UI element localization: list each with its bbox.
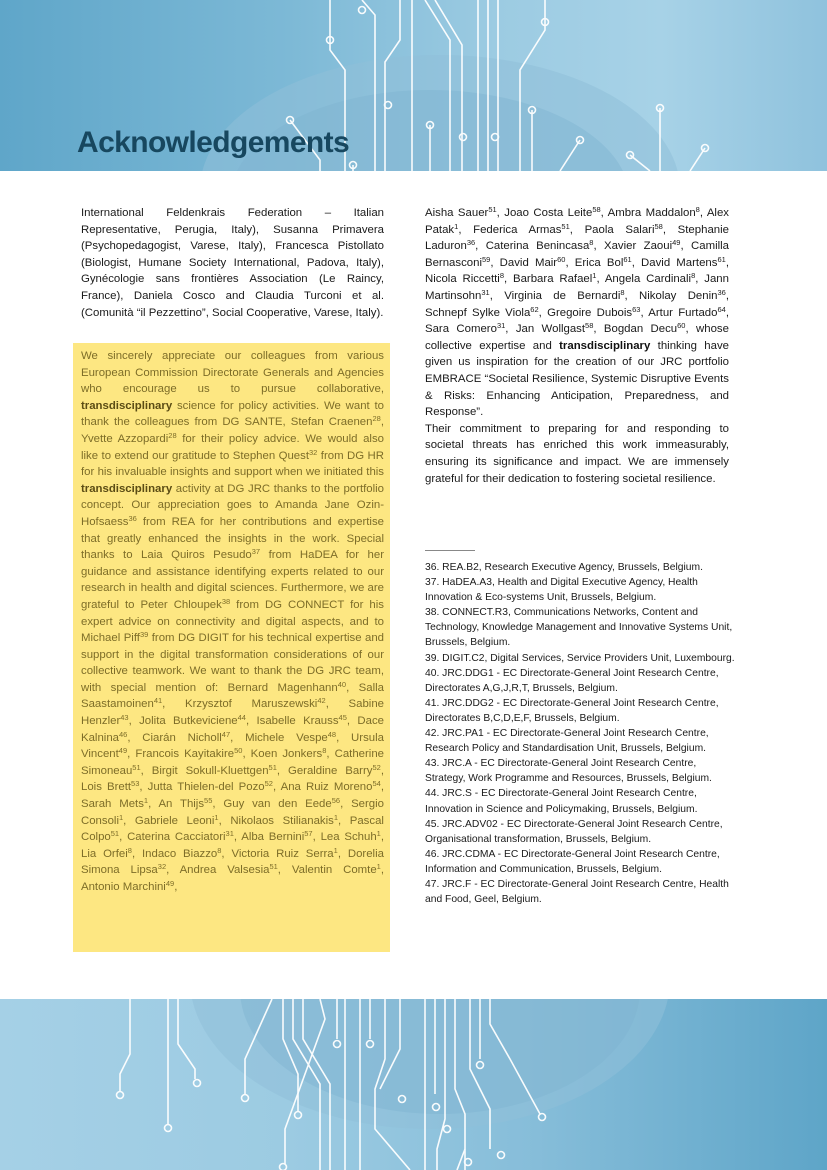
footnote: 38. CONNECT.R3, Communications Networks, Content and Technology, Knowledge Management and Innovative Systems Unit, Brussels, Belgium. xyxy=(425,607,733,649)
footnote: 46. JRC.CDMA - EC Directorate-General Joint Research Centre, Information and Communication, Brussels, Belgium. xyxy=(425,848,720,875)
person-name: Ciarán Nicholl xyxy=(142,731,222,744)
footnote-ref: 51 xyxy=(110,829,120,839)
person-name: Krzysztof Maruszewski xyxy=(185,698,318,711)
closing-paragraph: Their commitment to preparing for and responding to societal threats has enriched this work immeasurably, ensuring its significance and impact. We are immensely grateful for their dedication to fostering societal resilience. xyxy=(425,422,729,485)
footnote-ref: 31 xyxy=(496,321,506,331)
footnote-ref: 44 xyxy=(237,713,246,723)
person-name: Alba Bernini xyxy=(241,831,305,844)
footnote-ref: 49 xyxy=(165,879,175,888)
footnote-ref: 64 xyxy=(717,304,726,314)
name-list: Bernard Magenhann$^{40}$, Salla Saastamoinen$^{41}$, Krzysztof Maruszewski$^{42}$, Sabine Henzler$^{43}$, Jolita Butkeviciene$^{44}$, Isabelle Krauss$^{45}$, Dace Kalnina$^{46}$, Ciarán Nicholl$^{47}$, Michele Vespe$^{48}$, Ursula Vincent$^{49}$, Francois Kayitakire$^{50}$, Koen Jonkers$^8$, Catherine Simoneau$^{51}$, Birgit Sokull-Kluettgen$^{51}$, Geraldine Barry$^{52}$, Lois Brett$^{53}$, Jutta Thielen-del Pozo$^{52}$, Ana Ruiz Moreno$^{54}$, Sarah Mets$^1$, An Thijs$^{55}$, Guy van den Eede$^{56}$, Sergio Consoli$^1$, Gabriele Leoni$^1$, Nikolaos Stilianakis$^1$, Pascal Colpo$^{51}$, Caterina Cacciatori$^{31}$, Alba Bernini$^{57}$, Lea Schuh$^1$, Lia Orfei$^8$, Indaco Biazzo$^8$, Victoria Ruiz Serra$^1$, Dorelia Simona Lipsa$^{32}$, Andrea Valsesia$^{51}$, Valentin Comte$^1$, Antonio Marchini$^{49}$, xyxy=(81,679,384,893)
footnote-ref: 28 xyxy=(168,430,177,440)
person-name: Joao Costa Leite xyxy=(504,207,593,219)
person-name: Stephanie Laduron xyxy=(425,223,729,253)
person-name: Alex Patak xyxy=(425,207,729,236)
footnote: 40. JRC.DDG1 - EC Directorate-General Joint Research Centre, Directorates A,G,J,R,T, Brussels, Belgium. xyxy=(425,667,719,694)
footnote: 41. JRC.DDG2 - EC Directorate-General Joint Research Centre, Directorates B,C,D,E,F, Brussels, Belgium. xyxy=(425,697,719,724)
footnote-ref: 1 xyxy=(592,271,597,281)
person-name: Schnepf Sylke Viola xyxy=(425,306,531,319)
footnote: 43. JRC.A - EC Directorate-General Joint Research Centre, Strategy, Work Programme and Resources, Brussels, Belgium. xyxy=(425,758,712,785)
footnote-ref: 52 xyxy=(264,779,273,789)
text-segment: , Yvette Azzopardi xyxy=(81,416,384,445)
header-banner-image xyxy=(0,0,827,171)
text-segment: from HaDEA for her guidance and assistance identifying experts related to our research in health and digital sciences. Furthermore, we are grateful to Peter Chloupek xyxy=(81,549,384,611)
person-name: Geraldine Barry xyxy=(287,764,373,777)
page-title: Acknowledgements xyxy=(77,126,350,159)
footnote: 44. JRC.S - EC Directorate-General Joint Research Centre, Innovation in Science and Policymaking, Brussels, Belgium. xyxy=(425,788,698,815)
footnote-ref: 48 xyxy=(327,729,337,739)
text-segment: from DG HR for his invaluable insights and support when we initiated this xyxy=(81,449,384,479)
footnote-ref: 58 xyxy=(654,221,663,231)
circuit-brain-illustration xyxy=(0,999,827,1170)
footnote-ref: 61 xyxy=(717,254,726,264)
footnote-ref: 56 xyxy=(331,796,341,806)
footnote-ref: 37 xyxy=(251,547,261,557)
footnote-ref: 59 xyxy=(482,254,491,264)
person-name: Bernard Magenhann xyxy=(227,681,338,694)
person-name: Sergio Consoli xyxy=(81,798,384,827)
footnote-divider xyxy=(425,550,475,551)
person-name: Valentin Comte xyxy=(291,864,377,877)
footnote-ref: 47 xyxy=(221,729,231,739)
footnote-ref: 8 xyxy=(695,205,700,214)
footnote-ref: 32 xyxy=(157,862,167,872)
person-name: Indaco Biazzo xyxy=(141,847,218,860)
person-name: David Mair xyxy=(499,256,558,269)
footnote-ref: 43 xyxy=(120,713,129,723)
footnote-ref: 1 xyxy=(454,221,459,231)
footnote-ref: 8 xyxy=(499,271,504,281)
footnote-ref: 39 xyxy=(139,630,149,640)
footnote: 39. DIGIT.C2, Digital Services, Service Providers Unit, Luxembourg. xyxy=(425,652,735,664)
person-name: Gregoire Dubois xyxy=(547,306,633,319)
footnote-ref: 8 xyxy=(127,845,132,855)
person-name: Xavier Zaoui xyxy=(604,240,673,253)
footnote-ref: 53 xyxy=(131,779,140,789)
person-name: Gabriele Leoni xyxy=(134,814,215,827)
footnote-ref: 51 xyxy=(269,862,278,872)
footnote-ref: 40 xyxy=(337,679,347,689)
person-name: Sara Comero xyxy=(425,323,497,336)
text-segment: We sincerely appreciate our colleagues from various European Commission Directorate Generals and Agencies who encourage us to pursue collaborative, xyxy=(81,350,384,396)
footnote-ref: 1 xyxy=(333,845,338,855)
person-name: Sarah Mets xyxy=(81,798,144,811)
person-name: Virginia de Bernardi xyxy=(504,289,621,302)
footnote-ref: 36 xyxy=(128,513,137,523)
person-name: Paola Salari xyxy=(584,223,655,236)
person-name: David Martens xyxy=(641,256,718,269)
person-name: Erica Bol xyxy=(574,256,624,269)
footnote-ref: 31 xyxy=(481,287,490,297)
intro-paragraph-column xyxy=(81,205,384,321)
footnote-ref: 62 xyxy=(530,304,539,314)
footnote-ref: 1 xyxy=(214,812,219,822)
person-name: Guy van den Eede xyxy=(223,798,332,811)
bold-keyword: transdisciplinary xyxy=(81,399,173,412)
person-name: Nikolaos Stilianakis xyxy=(230,814,334,827)
person-name: An Thijs xyxy=(158,798,205,811)
footnote-ref: 58 xyxy=(592,205,601,214)
footnote-ref: 28 xyxy=(372,414,381,424)
footnote-ref: 8 xyxy=(589,238,594,248)
person-name: Angela Cardinali xyxy=(604,273,692,286)
person-name: Federica Armas xyxy=(473,223,562,236)
person-name: Aisha Sauer xyxy=(425,207,489,219)
footnote-ref: 50 xyxy=(234,746,243,756)
person-name: Barbara Rafael xyxy=(513,273,593,286)
footnote-ref: 46 xyxy=(119,729,128,739)
person-name: Caterina Cacciatori xyxy=(127,831,226,844)
names-paragraph xyxy=(425,205,729,421)
person-name: Caterina Benincasa xyxy=(485,240,590,253)
footnote-ref: 61 xyxy=(623,254,632,264)
footnote-ref: 52 xyxy=(372,762,381,772)
footnote-ref: 45 xyxy=(338,713,347,723)
person-name: Jann Martinsohn xyxy=(425,273,729,302)
footnote-ref: 36 xyxy=(717,287,726,297)
footnote-ref: 38 xyxy=(221,596,231,606)
footnote-ref: 1 xyxy=(143,796,149,806)
bold-keyword: transdisciplinary xyxy=(559,339,651,352)
footnote-ref: 42 xyxy=(317,696,326,706)
person-name: Artur Furtado xyxy=(648,306,718,319)
person-name: Antonio Marchini xyxy=(81,881,166,893)
person-name: Lea Schuh xyxy=(320,831,377,844)
footnote-ref: 8 xyxy=(217,845,222,855)
footnote-ref: 51 xyxy=(561,221,570,231)
person-name: Jan Wollgast xyxy=(515,323,586,336)
text-segment: whose collective expertise and xyxy=(425,323,729,352)
footnote-ref: 36 xyxy=(466,238,476,248)
footnote-ref: 49 xyxy=(672,238,681,248)
footnote-ref: 49 xyxy=(118,746,128,756)
highlighted-paragraph xyxy=(81,348,384,896)
text-segment: for their policy advice. We would also like to extend our gratitude to Stephen Quest xyxy=(81,432,384,462)
footnote-ref: 1 xyxy=(333,812,339,822)
person-name: Lia Orfei xyxy=(81,847,128,860)
footnote-ref: 1 xyxy=(376,829,381,839)
footnote: 36. REA.B2, Research Executive Agency, Brussels, Belgium. xyxy=(425,562,703,573)
person-name: Ambra Maddalon xyxy=(607,207,696,219)
footnote-ref: 60 xyxy=(677,321,686,331)
footnote: 37. HaDEA.A3, Health and Digital Executive Agency, Health Innovation & Eco-systems Unit, Brussels, Belgium. xyxy=(425,577,698,604)
name-list: Aisha Sauer$^{51}$, Joao Costa Leite$^{58}$, Ambra Maddalon$^8$, Alex Patak$^1$, Federica Armas$^{51}$, Paola Salari$^{58}$, Stephanie Laduron$^{36}$, Caterina Benincasa$^8$, Xavier Zaoui$^{49}$, Camilla Bernasconi$^{59}$, David Mair$^{60}$, Erica Bol$^{61}$, David Martens$^{61}$, Nicola Riccetti$^8$, Barbara Rafael$^1$, Angela Cardinali$^8$, Jann Martinsohn$^{31}$, Virginia de Bernardi$^8$, Nikolay Denin$^{36}$, Schnepf Sylke Viola$^{62}$, Gregoire Dubois$^{63}$, Artur Furtado$^{64}$, Sara Comero$^{31}$, Jan Wollgast$^{58}$, Bogdan Decu$^{60}$, xyxy=(425,205,729,336)
footnote-ref: 8 xyxy=(322,746,327,756)
person-name: Camilla Bernasconi xyxy=(425,240,729,269)
text-segment: science for policy activities. We want to thank the colleagues from DG SANTE, Stefan Craenen xyxy=(81,399,384,429)
footnotes-list xyxy=(425,560,737,907)
footnote-ref: 1 xyxy=(119,812,124,822)
text-segment: thinking have given us inspiration for the creation of our JRC portfolio EMBRACE “Societal Resilience, Systemic Disruptive Events & Risks: Enhancing Anticipation, Preparedness, and Response”. xyxy=(425,339,729,419)
person-name: Dace Kalnina xyxy=(81,715,384,744)
person-name: Salla Saastamoinen xyxy=(81,681,384,711)
person-name: Catherine Simoneau xyxy=(81,748,384,777)
right-column xyxy=(425,205,729,487)
person-name: Jolita Butkeviciene xyxy=(139,715,238,728)
person-name: Pascal Colpo xyxy=(81,814,384,844)
text-segment: from DG CONNECT for his expert advice on connectivity and digital aspects, and to Michael Piff xyxy=(81,598,384,645)
footnote-ref: 51 xyxy=(132,762,141,772)
person-name: Ursula Vincent xyxy=(81,731,384,761)
text-segment: from REA for her contributions and expertise that greatly enhanced the insights in the work. Special thanks to Laia Quiros Pesudo xyxy=(81,515,384,562)
person-name: Francois Kayitakire xyxy=(135,748,235,761)
text-segment: from DG DIGIT for his technical expertise and support in the digital transformation considerations of our collective teamwork. We want to thank the DG JRC team, with special mention of: xyxy=(81,632,385,694)
person-name: Ana Ruiz Moreno xyxy=(280,781,373,794)
footnote-ref: 51 xyxy=(268,762,277,772)
footnote-ref: 8 xyxy=(620,287,625,297)
person-name: Sabine Henzler xyxy=(81,698,384,728)
footnote: 42. JRC.PA1 - EC Directorate-General Joint Research Centre, Research Policy and Standardisation Unit, Brussels, Belgium. xyxy=(425,728,709,755)
person-name: Jutta Thielen-del Pozo xyxy=(147,781,265,794)
footnote-ref: 32 xyxy=(309,447,318,457)
footnote-ref: 57 xyxy=(304,829,313,839)
person-name: Victoria Ruiz Serra xyxy=(231,847,334,860)
footer-banner-image xyxy=(0,999,827,1170)
person-name: Dorelia Simona Lipsa xyxy=(81,847,384,877)
footnote-ref: 58 xyxy=(585,321,594,331)
footnote: 45. JRC.ADV02 - EC Directorate-General Joint Research Centre, Organisational transformation, Brussels, Belgium. xyxy=(425,818,723,845)
footnote-ref: 51 xyxy=(488,205,497,214)
footnote-ref: 31 xyxy=(225,829,234,839)
person-name: Nicola Riccetti xyxy=(425,273,500,286)
footnote-ref: 1 xyxy=(376,862,381,872)
footnote-ref: 8 xyxy=(691,271,696,281)
text-segment: activity at DG JRC thanks to the portfolio concept. Our appreciation goes to Amanda Jane Ozin-Hofsaess xyxy=(81,482,384,528)
footnote-ref: 63 xyxy=(632,304,641,314)
person-name: Birgit Sokull-Kluettgen xyxy=(151,764,269,777)
footnote-ref: 54 xyxy=(372,779,381,789)
bold-keyword: transdisciplinary xyxy=(81,482,173,495)
person-name: Bogdan Decu xyxy=(603,323,678,336)
person-name: Koen Jonkers xyxy=(250,748,323,761)
intro-paragraph: International Feldenkrais Federation – Italian Representative, Perugia, Italy), Susanna Primavera (Psychopedagogist, Varese, Italy), Francesca Pistollato (Biologist, Humane Society International, Padova, Italy), Gynécologie sans frontières Association (Le Raincy, France), Daniela Cosco and Claudia Turconi et al. (Comunità “il Pezzettino”, Social Cooperative, Varese, Italy). xyxy=(81,207,384,319)
person-name: Lois Brett xyxy=(81,781,132,794)
footnote-ref: 41 xyxy=(153,696,163,706)
footnote-ref: 55 xyxy=(204,796,213,806)
person-name: Michele Vespe xyxy=(245,731,328,744)
footnote-ref: 60 xyxy=(557,254,566,264)
footnote: 47. JRC.F - EC Directorate-General Joint Research Centre, Health and Food, Geel, Belgium. xyxy=(425,878,729,906)
person-name: Nikolay Denin xyxy=(639,289,718,302)
person-name: Isabelle Krauss xyxy=(256,715,339,728)
person-name: Andrea Valsesia xyxy=(179,864,270,877)
